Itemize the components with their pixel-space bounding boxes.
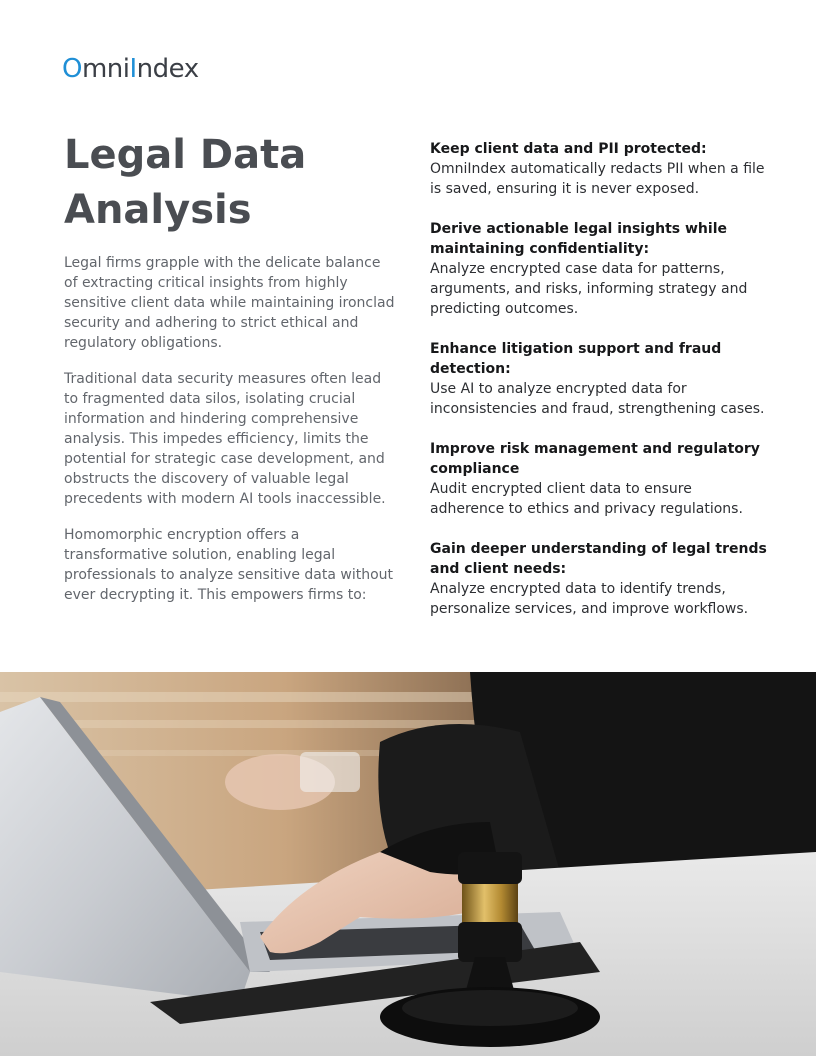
feature-body: Use AI to analyze encrypted data for inconsistencies and fraud, strengthening cases.	[430, 381, 765, 417]
feature-body: OmniIndex automatically redacts PII when a file is saved, ensuring it is never exposed.	[430, 161, 765, 197]
intro-column	[64, 253, 398, 621]
feature-item	[430, 539, 770, 619]
logo-ndex: ndex	[136, 54, 199, 84]
page-title-line-2: Analysis	[64, 187, 252, 233]
feature-title: Derive actionable legal insights while maintaining confidentiality:	[430, 221, 727, 257]
page-title	[64, 128, 404, 238]
feature-title: Gain deeper understanding of legal trends and client needs:	[430, 541, 767, 577]
logo-i: I	[129, 54, 137, 84]
feature-body: Audit encrypted client data to ensure adherence to ethics and privacy regulations.	[430, 481, 743, 517]
feature-item	[430, 439, 770, 519]
photo-illustration	[0, 672, 816, 1056]
intro-paragraph-1: Legal firms grapple with the delicate balance of extracting critical insights from highly sensitive client data while maintaining ironclad security and adhering to strict ethical and regulatory obligations.	[64, 255, 395, 351]
omniindex-logo	[62, 56, 199, 82]
lawyer-laptop-gavel-photo	[0, 672, 816, 1056]
features-column	[430, 139, 770, 639]
feature-title: Improve risk management and regulatory compliance	[430, 441, 760, 477]
feature-body: Analyze encrypted case data for patterns, arguments, and risks, informing strategy and predicting outcomes.	[430, 261, 748, 317]
page-title-line-1: Legal Data	[64, 132, 307, 178]
logo-o: O	[62, 54, 82, 84]
feature-item	[430, 139, 770, 199]
feature-item	[430, 339, 770, 419]
feature-item	[430, 219, 770, 319]
feature-body: Analyze encrypted data to identify trends, personalize services, and improve workflows.	[430, 581, 749, 617]
feature-title: Enhance litigation support and fraud detection:	[430, 341, 722, 377]
intro-paragraph-2: Traditional data security measures often lead to fragmented data silos, isolating crucial information and hindering comprehensive analysis. This impedes efficiency, limits the potential for strategic case development, and obstructs the discovery of valuable legal precedents with modern AI tools inaccessible.	[64, 371, 386, 507]
logo-mni: mni	[81, 54, 130, 84]
intro-paragraph-3: Homomorphic encryption offers a transformative solution, enabling legal professionals to analyze sensitive data without ever decrypting it. This empowers firms to:	[64, 527, 393, 603]
feature-title: Keep client data and PII protected:	[430, 141, 707, 157]
